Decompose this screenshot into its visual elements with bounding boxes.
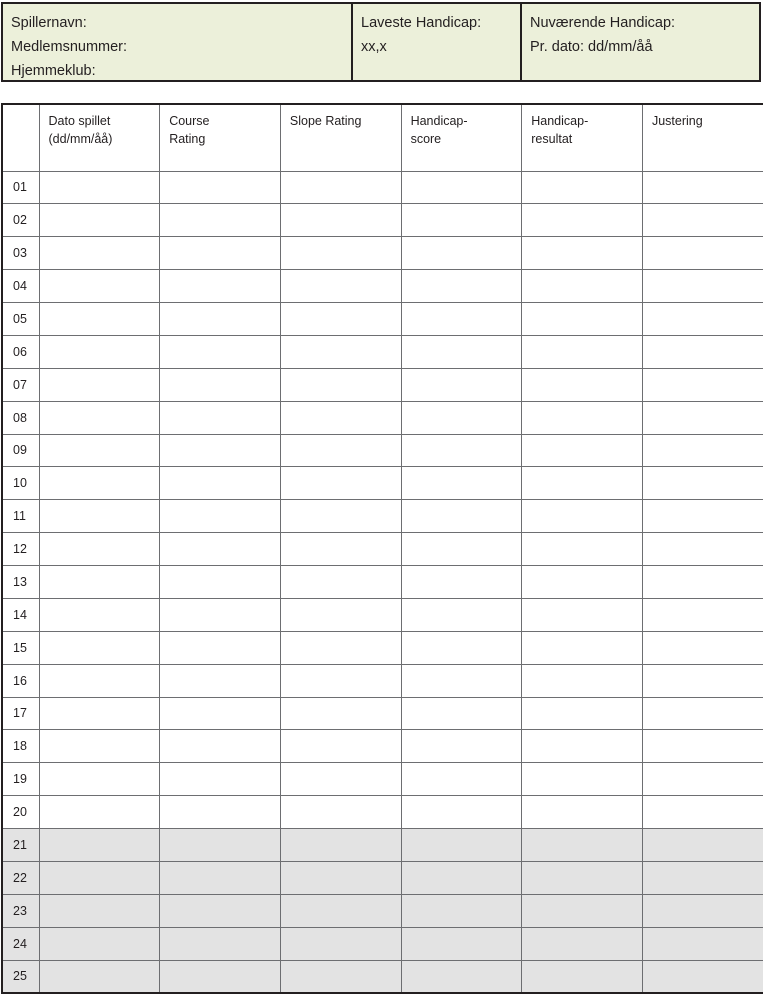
adjustment-cell[interactable] xyxy=(642,598,763,631)
adjustment-cell[interactable] xyxy=(642,697,763,730)
date-played-cell[interactable] xyxy=(39,204,160,237)
slope-rating-cell[interactable] xyxy=(280,368,401,401)
table-row xyxy=(2,335,763,368)
date-played-cell[interactable] xyxy=(39,533,160,566)
table-row xyxy=(2,796,763,829)
row-number: 08 xyxy=(2,401,39,434)
date-played-cell[interactable] xyxy=(39,467,160,500)
table-row xyxy=(2,171,763,204)
slope-rating-cell[interactable] xyxy=(280,204,401,237)
adjustment-cell[interactable] xyxy=(642,730,763,763)
course-rating-cell[interactable] xyxy=(160,368,281,401)
slope-rating-cell[interactable] xyxy=(280,796,401,829)
date-played-cell[interactable] xyxy=(39,861,160,894)
handicap-result-cell[interactable] xyxy=(522,467,643,500)
column-header-line1: Handicap- xyxy=(410,114,468,128)
handicap-result-cell[interactable] xyxy=(522,829,643,862)
row-number: 11 xyxy=(2,500,39,533)
column-header-line2: score xyxy=(410,132,442,146)
handicap-result-cell[interactable] xyxy=(522,664,643,697)
date-played-cell[interactable] xyxy=(39,270,160,303)
row-number: 06 xyxy=(2,335,39,368)
slope-rating-cell[interactable] xyxy=(280,500,401,533)
row-number: 04 xyxy=(2,270,39,303)
handicap-score-cell[interactable] xyxy=(401,368,522,401)
current-handicap-cell xyxy=(522,4,759,80)
table-row xyxy=(2,566,763,599)
slope-rating-cell[interactable] xyxy=(280,270,401,303)
course-rating-cell[interactable] xyxy=(160,861,281,894)
date-played-cell[interactable] xyxy=(39,171,160,204)
handicap-score-cell[interactable] xyxy=(401,467,522,500)
date-played-cell[interactable] xyxy=(39,697,160,730)
course-rating-cell[interactable] xyxy=(160,697,281,730)
adjustment-cell[interactable] xyxy=(642,664,763,697)
handicap-result-cell[interactable] xyxy=(522,434,643,467)
row-number: 17 xyxy=(2,697,39,730)
handicap-score-cell[interactable] xyxy=(401,697,522,730)
handicap-score-cell[interactable] xyxy=(401,434,522,467)
slope-rating-cell[interactable] xyxy=(280,829,401,862)
table-row xyxy=(2,861,763,894)
row-number: 07 xyxy=(2,368,39,401)
table-row xyxy=(2,368,763,401)
column-header-line2: (dd/mm/åå) xyxy=(48,132,113,146)
course-rating-cell[interactable] xyxy=(160,960,281,993)
slope-rating-cell[interactable] xyxy=(280,763,401,796)
slope-rating-cell[interactable] xyxy=(280,335,401,368)
handicap-score-cell[interactable] xyxy=(401,730,522,763)
course-rating-cell[interactable] xyxy=(160,664,281,697)
course-rating-cell[interactable] xyxy=(160,598,281,631)
score-table xyxy=(1,103,763,994)
column-header-line2: resultat xyxy=(531,132,573,146)
date-played-cell[interactable] xyxy=(39,566,160,599)
handicap-result-cell[interactable] xyxy=(522,631,643,664)
date-played-cell[interactable] xyxy=(39,829,160,862)
slope-rating-cell[interactable] xyxy=(280,598,401,631)
table-row xyxy=(2,303,763,336)
handicap-result-cell[interactable] xyxy=(522,566,643,599)
slope-rating-cell[interactable] xyxy=(280,533,401,566)
row-number: 16 xyxy=(2,664,39,697)
course-rating-cell[interactable] xyxy=(160,829,281,862)
column-header-line1: Slope Rating xyxy=(289,114,362,128)
row-number: 13 xyxy=(2,566,39,599)
row-number: 23 xyxy=(2,894,39,927)
date-played-cell[interactable] xyxy=(39,303,160,336)
handicap-result-cell[interactable] xyxy=(522,960,643,993)
handicap-score-cell[interactable] xyxy=(401,237,522,270)
date-played-cell[interactable] xyxy=(39,763,160,796)
lowest-handicap-cell xyxy=(353,4,522,80)
adjustment-cell[interactable] xyxy=(642,401,763,434)
handicap-score-cell[interactable] xyxy=(401,763,522,796)
course-rating-cell[interactable] xyxy=(160,270,281,303)
date-played-cell[interactable] xyxy=(39,500,160,533)
handicap-result-cell[interactable] xyxy=(522,237,643,270)
handicap-score-cell[interactable] xyxy=(401,204,522,237)
course-rating-cell[interactable] xyxy=(160,927,281,960)
row-number: 18 xyxy=(2,730,39,763)
handicap-score-cell[interactable] xyxy=(401,566,522,599)
adjustment-cell[interactable] xyxy=(642,960,763,993)
date-played-cell[interactable] xyxy=(39,631,160,664)
row-number-header xyxy=(2,104,39,171)
slope-rating-cell[interactable] xyxy=(280,697,401,730)
row-number: 22 xyxy=(2,861,39,894)
handicap-result-cell[interactable] xyxy=(522,796,643,829)
course-rating-cell[interactable] xyxy=(160,730,281,763)
course-rating-cell[interactable] xyxy=(160,303,281,336)
slope-rating-cell[interactable] xyxy=(280,467,401,500)
column-header-date-played xyxy=(39,104,160,171)
handicap-score-cell[interactable] xyxy=(401,829,522,862)
handicap-score-cell[interactable] xyxy=(401,303,522,336)
adjustment-cell[interactable] xyxy=(642,500,763,533)
slope-rating-cell[interactable] xyxy=(280,631,401,664)
table-row xyxy=(2,960,763,993)
current-handicap-date: Pr. dato: dd/mm/åå xyxy=(530,39,653,55)
adjustment-cell[interactable] xyxy=(642,796,763,829)
adjustment-cell[interactable] xyxy=(642,631,763,664)
course-rating-cell[interactable] xyxy=(160,401,281,434)
table-row xyxy=(2,270,763,303)
handicap-score-cell[interactable] xyxy=(401,927,522,960)
handicap-score-cell[interactable] xyxy=(401,270,522,303)
course-rating-cell[interactable] xyxy=(160,171,281,204)
adjustment-cell[interactable] xyxy=(642,434,763,467)
score-table-body xyxy=(2,171,763,993)
handicap-score-cell[interactable] xyxy=(401,171,522,204)
slope-rating-cell[interactable] xyxy=(280,303,401,336)
player-name-label: Spillernavn: xyxy=(11,15,87,31)
table-row xyxy=(2,829,763,862)
row-number: 20 xyxy=(2,796,39,829)
course-rating-cell[interactable] xyxy=(160,204,281,237)
table-row xyxy=(2,237,763,270)
adjustment-cell[interactable] xyxy=(642,237,763,270)
handicap-result-cell[interactable] xyxy=(522,697,643,730)
date-played-cell[interactable] xyxy=(39,960,160,993)
table-row xyxy=(2,763,763,796)
table-row xyxy=(2,500,763,533)
course-rating-cell[interactable] xyxy=(160,237,281,270)
date-played-cell[interactable] xyxy=(39,401,160,434)
handicap-result-cell[interactable] xyxy=(522,598,643,631)
adjustment-cell[interactable] xyxy=(642,533,763,566)
handicap-score-cell[interactable] xyxy=(401,631,522,664)
row-number: 25 xyxy=(2,960,39,993)
course-rating-cell[interactable] xyxy=(160,566,281,599)
handicap-result-cell[interactable] xyxy=(522,303,643,336)
slope-rating-cell[interactable] xyxy=(280,927,401,960)
handicap-score-cell[interactable] xyxy=(401,796,522,829)
home-club-label: Hjemmeklub: xyxy=(11,63,96,79)
handicap-result-cell[interactable] xyxy=(522,861,643,894)
date-played-cell[interactable] xyxy=(39,796,160,829)
table-row xyxy=(2,401,763,434)
handicap-result-cell[interactable] xyxy=(522,401,643,434)
table-row xyxy=(2,894,763,927)
adjustment-cell[interactable] xyxy=(642,204,763,237)
course-rating-cell[interactable] xyxy=(160,763,281,796)
member-number-label: Medlemsnummer: xyxy=(11,39,128,55)
date-played-cell[interactable] xyxy=(39,894,160,927)
column-header-line2: Rating xyxy=(169,132,206,146)
handicap-result-cell[interactable] xyxy=(522,927,643,960)
date-played-cell[interactable] xyxy=(39,335,160,368)
adjustment-cell[interactable] xyxy=(642,171,763,204)
handicap-score-cell[interactable] xyxy=(401,401,522,434)
handicap-score-cell[interactable] xyxy=(401,598,522,631)
column-header-adjustment xyxy=(642,104,763,171)
lowest-handicap-value: xx,x xyxy=(361,39,387,55)
course-rating-cell[interactable] xyxy=(160,631,281,664)
row-number: 09 xyxy=(2,434,39,467)
handicap-result-cell[interactable] xyxy=(522,894,643,927)
row-number: 24 xyxy=(2,927,39,960)
column-header-line1: Justering xyxy=(651,114,703,128)
row-number: 03 xyxy=(2,237,39,270)
slope-rating-cell[interactable] xyxy=(280,401,401,434)
slope-rating-cell[interactable] xyxy=(280,171,401,204)
table-row xyxy=(2,631,763,664)
adjustment-cell[interactable] xyxy=(642,467,763,500)
table-row xyxy=(2,697,763,730)
course-rating-cell[interactable] xyxy=(160,467,281,500)
adjustment-cell[interactable] xyxy=(642,303,763,336)
adjustment-cell[interactable] xyxy=(642,763,763,796)
slope-rating-cell[interactable] xyxy=(280,960,401,993)
course-rating-cell[interactable] xyxy=(160,533,281,566)
row-number: 02 xyxy=(2,204,39,237)
date-played-cell[interactable] xyxy=(39,368,160,401)
course-rating-cell[interactable] xyxy=(160,894,281,927)
table-row xyxy=(2,730,763,763)
adjustment-cell[interactable] xyxy=(642,335,763,368)
adjustment-cell[interactable] xyxy=(642,270,763,303)
column-header-handicap-score xyxy=(401,104,522,171)
row-number: 10 xyxy=(2,467,39,500)
column-header-slope-rating xyxy=(280,104,401,171)
table-row xyxy=(2,927,763,960)
date-played-cell[interactable] xyxy=(39,237,160,270)
date-played-cell[interactable] xyxy=(39,730,160,763)
lowest-handicap-label: Laveste Handicap: xyxy=(361,15,482,31)
handicap-result-cell[interactable] xyxy=(522,500,643,533)
handicap-result-cell[interactable] xyxy=(522,763,643,796)
slope-rating-cell[interactable] xyxy=(280,664,401,697)
date-played-cell[interactable] xyxy=(39,927,160,960)
adjustment-cell[interactable] xyxy=(642,566,763,599)
adjustment-cell[interactable] xyxy=(642,927,763,960)
date-played-cell[interactable] xyxy=(39,598,160,631)
slope-rating-cell[interactable] xyxy=(280,730,401,763)
handicap-score-cell[interactable] xyxy=(401,861,522,894)
handicap-result-cell[interactable] xyxy=(522,335,643,368)
column-header-course-rating xyxy=(160,104,281,171)
row-number: 05 xyxy=(2,303,39,336)
handicap-result-cell[interactable] xyxy=(522,730,643,763)
handicap-result-cell[interactable] xyxy=(522,368,643,401)
slope-rating-cell[interactable] xyxy=(280,237,401,270)
course-rating-cell[interactable] xyxy=(160,796,281,829)
adjustment-cell[interactable] xyxy=(642,368,763,401)
handicap-result-cell[interactable] xyxy=(522,533,643,566)
adjustment-cell[interactable] xyxy=(642,894,763,927)
handicap-score-cell[interactable] xyxy=(401,500,522,533)
handicap-result-cell[interactable] xyxy=(522,204,643,237)
row-number: 01 xyxy=(2,171,39,204)
course-rating-cell[interactable] xyxy=(160,434,281,467)
current-handicap-label: Nuværende Handicap: xyxy=(530,15,676,31)
column-header-line1: Dato spillet xyxy=(48,114,111,128)
score-table-header-row xyxy=(2,104,763,171)
handicap-score-cell[interactable] xyxy=(401,533,522,566)
handicap-score-cell[interactable] xyxy=(401,960,522,993)
row-number: 21 xyxy=(2,829,39,862)
handicap-result-cell[interactable] xyxy=(522,270,643,303)
table-row xyxy=(2,434,763,467)
table-row xyxy=(2,533,763,566)
slope-rating-cell[interactable] xyxy=(280,861,401,894)
course-rating-cell[interactable] xyxy=(160,335,281,368)
row-number: 12 xyxy=(2,533,39,566)
table-row xyxy=(2,204,763,237)
column-header-line1: Course xyxy=(169,114,210,128)
slope-rating-cell[interactable] xyxy=(280,434,401,467)
column-header-line1: Handicap- xyxy=(531,114,589,128)
table-row xyxy=(2,467,763,500)
course-rating-cell[interactable] xyxy=(160,500,281,533)
row-number: 15 xyxy=(2,631,39,664)
slope-rating-cell[interactable] xyxy=(280,566,401,599)
table-row xyxy=(2,598,763,631)
row-number: 19 xyxy=(2,763,39,796)
slope-rating-cell[interactable] xyxy=(280,894,401,927)
adjustment-cell[interactable] xyxy=(642,861,763,894)
date-played-cell[interactable] xyxy=(39,434,160,467)
handicap-score-cell[interactable] xyxy=(401,664,522,697)
column-header-handicap-result xyxy=(522,104,643,171)
adjustment-cell[interactable] xyxy=(642,829,763,862)
player-info-header xyxy=(1,2,761,82)
player-info-cell xyxy=(3,4,353,80)
row-number: 14 xyxy=(2,598,39,631)
date-played-cell[interactable] xyxy=(39,664,160,697)
handicap-result-cell[interactable] xyxy=(522,171,643,204)
handicap-score-cell[interactable] xyxy=(401,894,522,927)
table-row xyxy=(2,664,763,697)
handicap-score-cell[interactable] xyxy=(401,335,522,368)
